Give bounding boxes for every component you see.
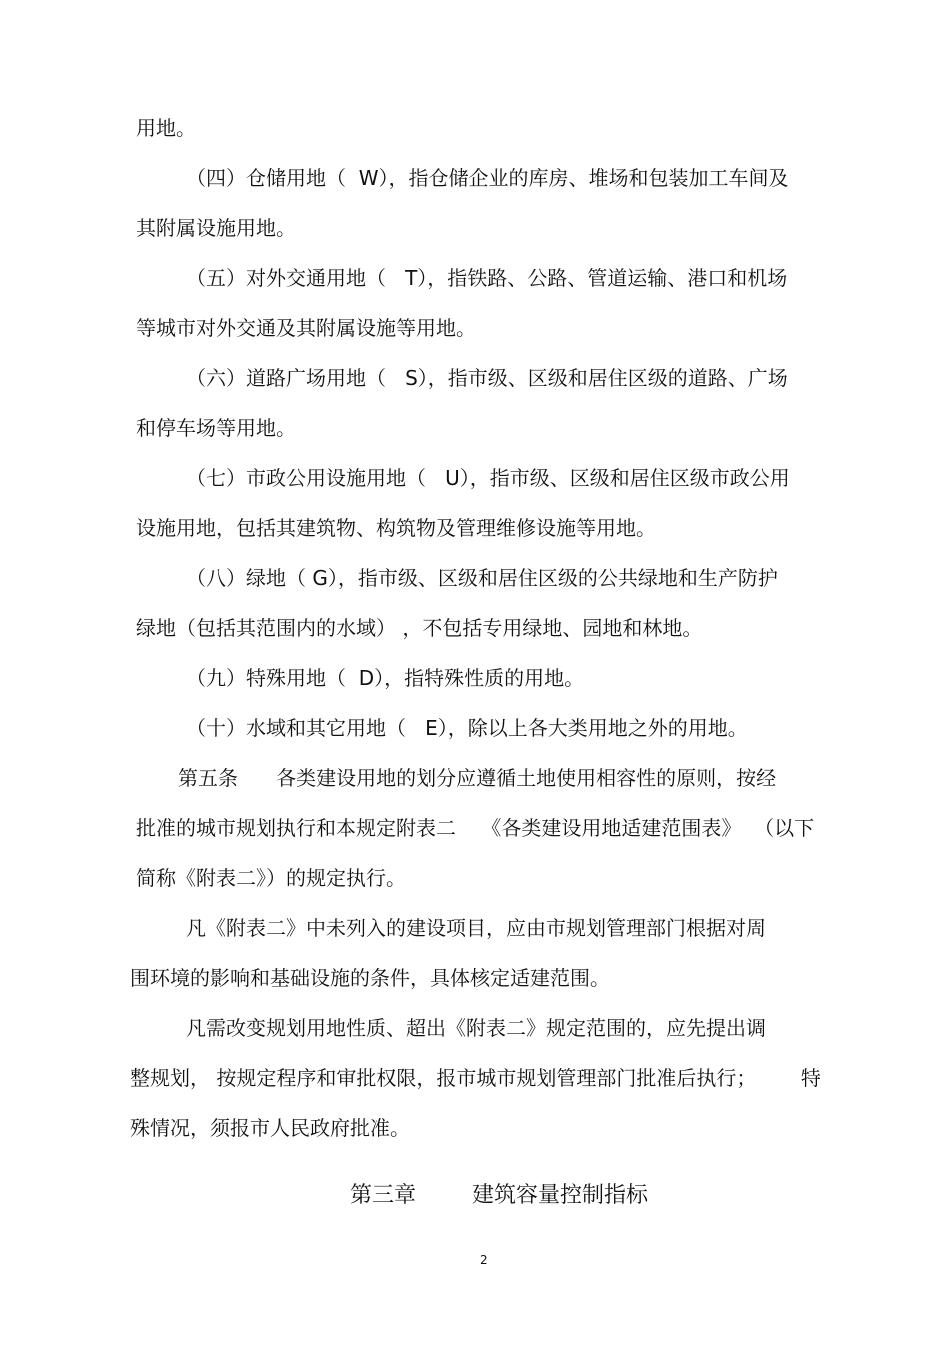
paragraph-line-3: 凡需改变规划用地性质、超出《附表二》规定范围的，应先提出调 (186, 1016, 766, 1040)
body-line-10: （八）绿地（ G），指市级、区级和居住区级的公共绿地和生产防护 (186, 566, 778, 590)
article-five-line-2: 批准的城市规划执行和本规定附表二 《各类建设用地适建范围表》 （以下 (136, 816, 815, 840)
body-line-12: （九）特殊用地（ D），指特殊性质的用地。 (186, 666, 585, 690)
paragraph-line-1: 凡《附表二》中未列入的建设项目，应由市规划管理部门根据对周 (186, 916, 766, 940)
body-line-13: （十）水域和其它用地（ E），除以上各大类用地之外的用地。 (186, 716, 748, 740)
paragraph-line-4: 整规划， 按规定程序和审批权限，报市城市规划管理部门批准后执行； 特 (130, 1066, 821, 1090)
body-line-3: 其附属设施用地。 (136, 216, 296, 240)
body-line-2: （四）仓储用地（ W），指仓储企业的库房、堆场和包装加工车间及 (186, 166, 789, 190)
article-five-line-3: 简称《附表二》）的规定执行。 (136, 866, 406, 890)
paragraph-line-5: 殊情况，须报市人民政府批准。 (130, 1116, 410, 1140)
body-line-1: 用地。 (136, 116, 196, 140)
body-line-5: 等城市对外交通及其附属设施等用地。 (136, 316, 476, 340)
page-number: 2 (480, 1253, 488, 1267)
body-line-4: （五）对外交通用地（ T），指铁路、公路、管道运输、港口和机场 (186, 266, 788, 290)
body-line-6: （六）道路广场用地（ S），指市级、区级和居住区级的道路、广场 (186, 366, 788, 390)
body-line-8: （七）市政公用设施用地（ U），指市级、区级和居住区级市政公用 (186, 466, 790, 490)
chapter-heading: 第三章 建筑容量控制指标 (350, 1183, 648, 1208)
body-line-7: 和停车场等用地。 (136, 416, 296, 440)
paragraph-line-2: 围环境的影响和基础设施的条件，具体核定适建范围。 (130, 966, 610, 990)
article-five-line-1: 第五条 各类建设用地的划分应遵循土地使用相容性的原则，按经 (178, 766, 777, 790)
body-line-11: 绿地（包括其范围内的水域） ，不包括专用绿地、园地和林地。 (136, 616, 703, 640)
body-line-9: 设施用地，包括其建筑物、构筑物及管理维修设施等用地。 (136, 516, 656, 540)
